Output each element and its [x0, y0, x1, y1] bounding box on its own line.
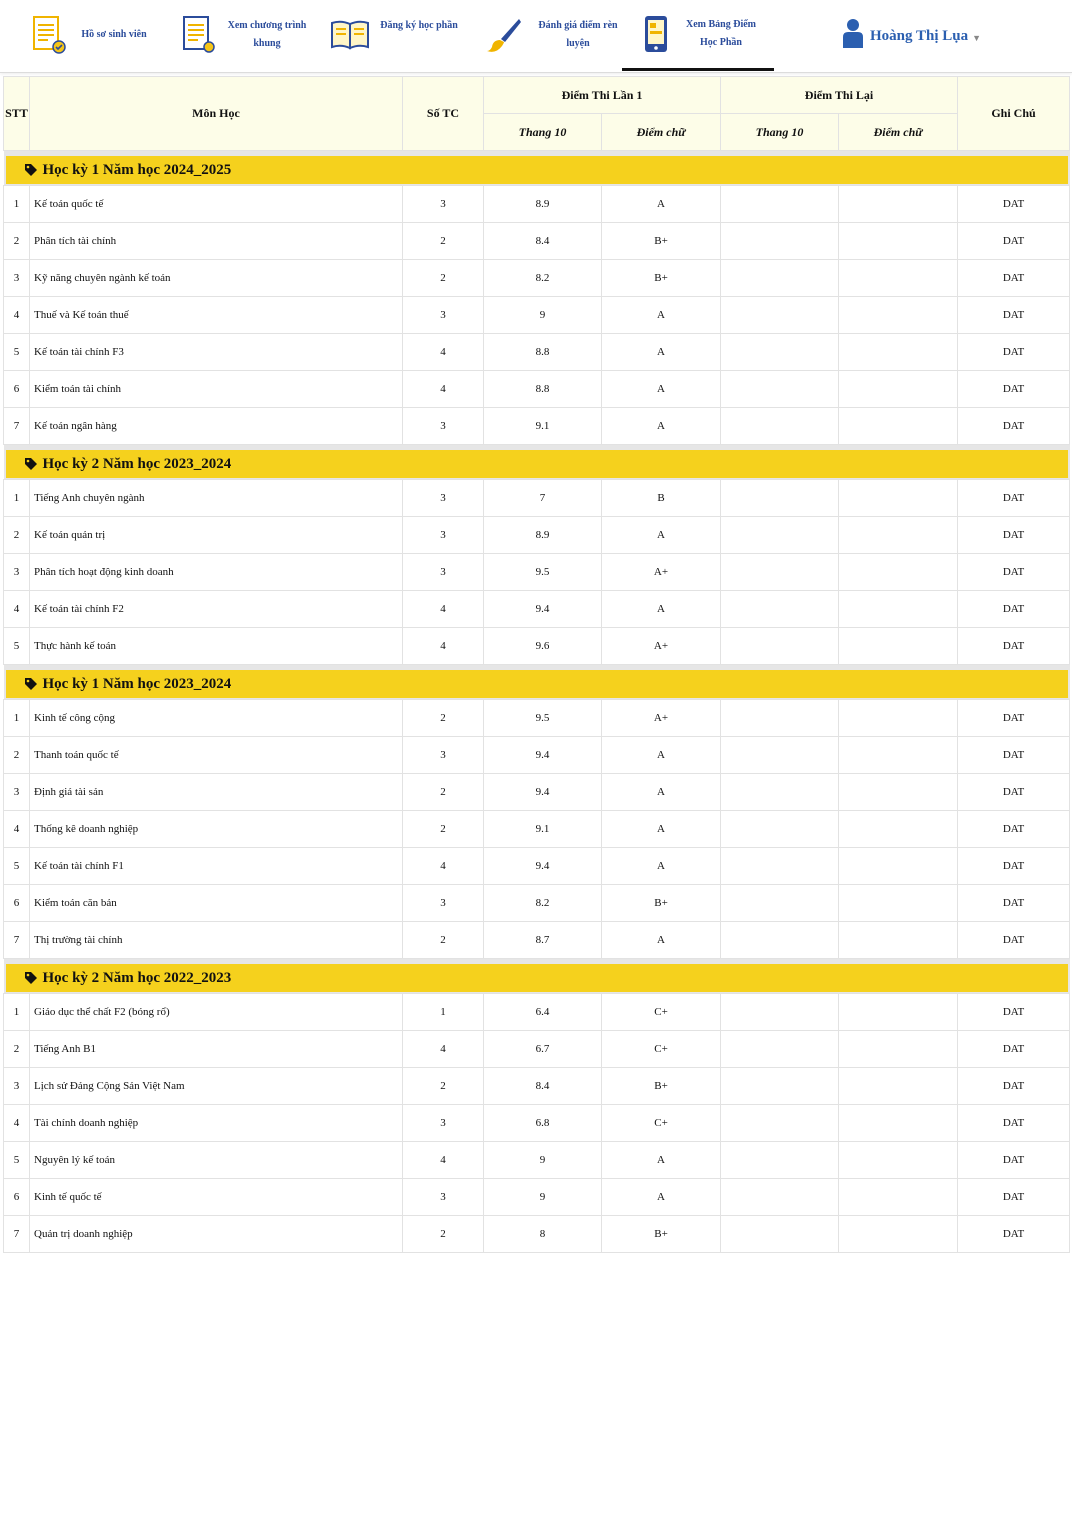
cell-exam1-score: 9 — [484, 1142, 602, 1179]
cell-retake-letter — [839, 408, 958, 445]
cell-exam1-score: 8.9 — [484, 186, 602, 223]
table-row — [4, 408, 1070, 445]
cell-retake-score — [721, 297, 839, 334]
cell-note: DAT — [958, 811, 1070, 848]
cell-subject: Kế toán quốc tế — [30, 186, 403, 223]
cell-subject: Kiểm toán tài chính — [30, 371, 403, 408]
cell-note: DAT — [958, 1031, 1070, 1068]
cell-stt: 6 — [4, 885, 30, 922]
cell-retake-letter — [839, 591, 958, 628]
cell-credits: 4 — [403, 1142, 484, 1179]
cell-credits: 3 — [403, 517, 484, 554]
semester-title: Học kỳ 1 Năm học 2024_2025 — [42, 161, 232, 178]
cell-exam1-score: 8 — [484, 1216, 602, 1253]
cell-note: DAT — [958, 1142, 1070, 1179]
cell-retake-score — [721, 186, 839, 223]
semester-header — [4, 449, 1070, 480]
cell-stt: 3 — [4, 1068, 30, 1105]
cell-exam1-letter: A — [602, 371, 721, 408]
cell-subject: Lịch sử Đảng Cộng Sản Việt Nam — [30, 1068, 403, 1105]
cell-retake-score — [721, 408, 839, 445]
cell-retake-score — [721, 517, 839, 554]
cell-credits: 3 — [403, 408, 484, 445]
cell-exam1-score: 8.8 — [484, 371, 602, 408]
cell-exam1-score: 6.7 — [484, 1031, 602, 1068]
paintbrush-icon — [482, 13, 526, 57]
cell-note: DAT — [958, 1105, 1070, 1142]
cell-exam1-letter: A — [602, 811, 721, 848]
cell-exam1-score: 9 — [484, 297, 602, 334]
cell-subject: Giáo dục thể chất F2 (bóng rổ) — [30, 994, 403, 1031]
table-row — [4, 848, 1070, 885]
cell-subject: Kế toán tài chính F2 — [30, 591, 403, 628]
header-exam-1: Điểm Thi Lần 1 — [484, 77, 721, 114]
user-icon — [842, 18, 864, 55]
cell-retake-score — [721, 1216, 839, 1253]
cell-stt: 2 — [4, 737, 30, 774]
cell-exam1-score: 9.4 — [484, 591, 602, 628]
grades-table — [3, 76, 1070, 1253]
cell-exam1-letter: C+ — [602, 994, 721, 1031]
table-row — [4, 297, 1070, 334]
cell-credits: 3 — [403, 1105, 484, 1142]
cell-subject: Kế toán tài chính F1 — [30, 848, 403, 885]
cell-exam1-letter: A — [602, 848, 721, 885]
cell-subject: Thuế và Kế toán thuế — [30, 297, 403, 334]
cell-exam1-score: 9.1 — [484, 811, 602, 848]
table-row — [4, 700, 1070, 737]
header-credits: Số TC — [403, 77, 484, 151]
table-row — [4, 554, 1070, 591]
cell-credits: 4 — [403, 334, 484, 371]
cell-stt: 4 — [4, 1105, 30, 1142]
cell-stt: 2 — [4, 223, 30, 260]
tag-icon — [24, 677, 38, 691]
cell-retake-score — [721, 1142, 839, 1179]
table-row — [4, 371, 1070, 408]
cell-retake-letter — [839, 480, 958, 517]
cell-stt: 4 — [4, 811, 30, 848]
table-row — [4, 994, 1070, 1031]
cell-stt: 4 — [4, 591, 30, 628]
cell-note: DAT — [958, 700, 1070, 737]
cell-retake-score — [721, 223, 839, 260]
cell-stt: 1 — [4, 700, 30, 737]
cell-stt: 6 — [4, 1179, 30, 1216]
cell-stt: 1 — [4, 480, 30, 517]
cell-retake-letter — [839, 994, 958, 1031]
cell-retake-letter — [839, 700, 958, 737]
cell-note: DAT — [958, 737, 1070, 774]
cell-subject: Phân tích hoạt động kinh doanh — [30, 554, 403, 591]
cell-retake-score — [721, 848, 839, 885]
cell-subject: Kế toán tài chính F3 — [30, 334, 403, 371]
cell-subject: Kinh tế quốc tế — [30, 1179, 403, 1216]
semester-title: Học kỳ 2 Năm học 2022_2023 — [42, 969, 232, 986]
table-row — [4, 480, 1070, 517]
cell-retake-score — [721, 1105, 839, 1142]
cell-subject: Định giá tài sản — [30, 774, 403, 811]
open-book-icon — [328, 13, 372, 57]
cell-credits: 1 — [403, 994, 484, 1031]
cell-note: DAT — [958, 371, 1070, 408]
cell-subject: Kế toán ngân hàng — [30, 408, 403, 445]
cell-retake-score — [721, 1068, 839, 1105]
cell-subject: Quản trị doanh nghiệp — [30, 1216, 403, 1253]
cell-note: DAT — [958, 885, 1070, 922]
semester-header — [4, 155, 1070, 186]
table-row — [4, 628, 1070, 665]
cell-exam1-score: 8.2 — [484, 260, 602, 297]
cell-stt: 5 — [4, 334, 30, 371]
cell-note: DAT — [958, 334, 1070, 371]
header-note: Ghi Chú — [958, 77, 1070, 151]
cell-retake-letter — [839, 1031, 958, 1068]
tag-icon — [24, 457, 38, 471]
nav-label: Đánh giá điểm rèn luyện — [538, 20, 618, 49]
cell-exam1-letter: A+ — [602, 700, 721, 737]
semester-bar — [6, 964, 1068, 992]
cell-retake-score — [721, 700, 839, 737]
cell-exam1-letter: B+ — [602, 885, 721, 922]
table-row — [4, 260, 1070, 297]
grades-table-container — [3, 76, 1069, 1253]
cell-retake-letter — [839, 1179, 958, 1216]
table-row — [4, 223, 1070, 260]
cell-retake-score — [721, 922, 839, 959]
cell-exam1-letter: A — [602, 922, 721, 959]
cell-credits: 3 — [403, 554, 484, 591]
cell-stt: 3 — [4, 554, 30, 591]
semester-bar — [6, 156, 1068, 184]
cell-note: DAT — [958, 554, 1070, 591]
cell-exam1-letter: A — [602, 334, 721, 371]
nav-label: Xem chương trình khung — [227, 20, 307, 49]
cell-subject: Thanh toán quốc tế — [30, 737, 403, 774]
cell-exam1-score: 8.7 — [484, 922, 602, 959]
nav-conduct-evaluation[interactable] — [482, 0, 626, 70]
header-exam1-scale10: Thang 10 — [484, 114, 602, 151]
cell-retake-letter — [839, 811, 958, 848]
cell-retake-score — [721, 371, 839, 408]
cell-exam1-score: 8.4 — [484, 223, 602, 260]
cell-retake-letter — [839, 737, 958, 774]
nav-student-profile[interactable] — [26, 0, 154, 70]
semester-header-cell — [4, 963, 1070, 994]
cell-exam1-score: 6.8 — [484, 1105, 602, 1142]
header-retake: Điểm Thi Lại — [721, 77, 958, 114]
cell-credits: 4 — [403, 848, 484, 885]
cell-subject: Phân tích tài chính — [30, 223, 403, 260]
nav-course-registration[interactable] — [328, 0, 462, 70]
tag-icon — [24, 163, 38, 177]
top-navbar — [0, 0, 1072, 73]
cell-stt: 7 — [4, 922, 30, 959]
cell-exam1-score: 8.8 — [484, 334, 602, 371]
cell-subject: Tiếng Anh B1 — [30, 1031, 403, 1068]
cell-retake-score — [721, 554, 839, 591]
cell-retake-letter — [839, 371, 958, 408]
cell-note: DAT — [958, 848, 1070, 885]
cell-stt: 6 — [4, 371, 30, 408]
cell-retake-letter — [839, 1142, 958, 1179]
table-row — [4, 737, 1070, 774]
cell-subject: Tiếng Anh chuyên ngành — [30, 480, 403, 517]
cell-exam1-letter: A — [602, 408, 721, 445]
cell-credits: 2 — [403, 922, 484, 959]
cell-note: DAT — [958, 994, 1070, 1031]
cell-credits: 4 — [403, 591, 484, 628]
cell-retake-score — [721, 628, 839, 665]
cell-stt: 3 — [4, 260, 30, 297]
cell-retake-letter — [839, 1216, 958, 1253]
cell-credits: 2 — [403, 260, 484, 297]
nav-view-grades[interactable] — [622, 0, 774, 71]
mobile-phone-icon — [634, 12, 678, 56]
nav-label: Đăng ký học phần — [380, 20, 458, 31]
cell-exam1-score: 8.4 — [484, 1068, 602, 1105]
cell-credits: 3 — [403, 186, 484, 223]
cell-exam1-score: 6.4 — [484, 994, 602, 1031]
cell-retake-letter — [839, 517, 958, 554]
header-stt: STT — [4, 77, 30, 151]
cell-exam1-letter: B+ — [602, 1216, 721, 1253]
tag-icon — [24, 971, 38, 985]
cell-note: DAT — [958, 408, 1070, 445]
header-exam1-letter: Điểm chữ — [602, 114, 721, 151]
header-retake-letter: Điểm chữ — [839, 114, 958, 151]
cell-note: DAT — [958, 260, 1070, 297]
cell-credits: 4 — [403, 1031, 484, 1068]
semester-bar — [6, 450, 1068, 478]
document-check-icon — [26, 13, 70, 57]
cell-subject: Tài chính doanh nghiệp — [30, 1105, 403, 1142]
cell-exam1-letter: B — [602, 480, 721, 517]
cell-note: DAT — [958, 517, 1070, 554]
cell-retake-letter — [839, 260, 958, 297]
cell-retake-letter — [839, 885, 958, 922]
table-row — [4, 774, 1070, 811]
cell-exam1-letter: B+ — [602, 223, 721, 260]
cell-exam1-letter: A — [602, 737, 721, 774]
cell-retake-score — [721, 1031, 839, 1068]
cell-exam1-score: 9.1 — [484, 408, 602, 445]
cell-note: DAT — [958, 774, 1070, 811]
cell-retake-letter — [839, 334, 958, 371]
cell-exam1-letter: A+ — [602, 628, 721, 665]
cell-subject: Kỹ năng chuyên ngành kế toán — [30, 260, 403, 297]
cell-exam1-letter: A — [602, 774, 721, 811]
cell-retake-score — [721, 591, 839, 628]
cell-stt: 5 — [4, 1142, 30, 1179]
cell-exam1-score: 9.4 — [484, 774, 602, 811]
cell-retake-score — [721, 334, 839, 371]
cell-exam1-score: 7 — [484, 480, 602, 517]
cell-retake-score — [721, 811, 839, 848]
cell-exam1-score: 9.6 — [484, 628, 602, 665]
cell-credits: 2 — [403, 700, 484, 737]
cell-subject: Thị trường tài chính — [30, 922, 403, 959]
cell-note: DAT — [958, 1216, 1070, 1253]
cell-note: DAT — [958, 297, 1070, 334]
cell-note: DAT — [958, 591, 1070, 628]
cell-stt: 5 — [4, 628, 30, 665]
semester-header-cell — [4, 449, 1070, 480]
cell-note: DAT — [958, 223, 1070, 260]
cell-exam1-letter: A — [602, 297, 721, 334]
cell-credits: 3 — [403, 885, 484, 922]
cell-credits: 2 — [403, 774, 484, 811]
cell-exam1-letter: A — [602, 591, 721, 628]
cell-stt: 5 — [4, 848, 30, 885]
cell-stt: 1 — [4, 994, 30, 1031]
cell-exam1-score: 9.4 — [484, 737, 602, 774]
semester-bar — [6, 670, 1068, 698]
grades-body — [4, 151, 1070, 1253]
nav-label: Xem Bảng Điểm Học Phần — [686, 19, 756, 48]
cell-exam1-score: 9.5 — [484, 700, 602, 737]
semester-header-cell — [4, 155, 1070, 186]
cell-credits: 2 — [403, 1216, 484, 1253]
cell-exam1-score: 9.5 — [484, 554, 602, 591]
cell-retake-score — [721, 1179, 839, 1216]
cell-exam1-score: 9.4 — [484, 848, 602, 885]
nav-label: Hồ sơ sinh viên — [81, 29, 147, 40]
cell-retake-score — [721, 480, 839, 517]
semester-title: Học kỳ 1 Năm học 2023_2024 — [42, 675, 232, 692]
table-row — [4, 922, 1070, 959]
cell-credits: 2 — [403, 1068, 484, 1105]
cell-stt: 7 — [4, 408, 30, 445]
cell-retake-score — [721, 737, 839, 774]
cell-retake-letter — [839, 922, 958, 959]
cell-exam1-letter: A — [602, 517, 721, 554]
cell-exam1-letter: B+ — [602, 1068, 721, 1105]
semester-header — [4, 669, 1070, 700]
table-row — [4, 1068, 1070, 1105]
cell-credits: 4 — [403, 628, 484, 665]
cell-exam1-score: 8.2 — [484, 885, 602, 922]
cell-exam1-score: 8.9 — [484, 517, 602, 554]
cell-stt: 3 — [4, 774, 30, 811]
cell-retake-score — [721, 260, 839, 297]
cell-exam1-letter: C+ — [602, 1031, 721, 1068]
cell-note: DAT — [958, 628, 1070, 665]
cell-subject: Thống kê doanh nghiệp — [30, 811, 403, 848]
cell-credits: 3 — [403, 480, 484, 517]
table-row — [4, 1142, 1070, 1179]
table-row — [4, 811, 1070, 848]
cell-retake-letter — [839, 223, 958, 260]
cell-credits: 4 — [403, 371, 484, 408]
cell-retake-letter — [839, 774, 958, 811]
cell-subject: Kiểm toán căn bản — [30, 885, 403, 922]
cell-exam1-score: 9 — [484, 1179, 602, 1216]
cell-retake-letter — [839, 1105, 958, 1142]
user-menu[interactable] — [842, 18, 981, 54]
semester-header — [4, 963, 1070, 994]
cell-stt: 4 — [4, 297, 30, 334]
table-row — [4, 1031, 1070, 1068]
cell-credits: 3 — [403, 1179, 484, 1216]
cell-retake-score — [721, 885, 839, 922]
table-row — [4, 1216, 1070, 1253]
cell-retake-letter — [839, 297, 958, 334]
cell-note: DAT — [958, 1179, 1070, 1216]
cell-retake-letter — [839, 186, 958, 223]
cell-subject: Nguyên lý kế toán — [30, 1142, 403, 1179]
cell-stt: 7 — [4, 1216, 30, 1253]
header-retake-scale10: Thang 10 — [721, 114, 839, 151]
cell-credits: 3 — [403, 737, 484, 774]
table-row — [4, 591, 1070, 628]
cell-credits: 2 — [403, 223, 484, 260]
cell-retake-letter — [839, 628, 958, 665]
cell-stt: 2 — [4, 1031, 30, 1068]
cell-retake-score — [721, 994, 839, 1031]
cell-exam1-letter: C+ — [602, 1105, 721, 1142]
user-name: Hoàng Thị Lụa — [870, 27, 969, 44]
table-row — [4, 1179, 1070, 1216]
cell-retake-letter — [839, 1068, 958, 1105]
cell-stt: 1 — [4, 186, 30, 223]
cell-subject: Kế toán quản trị — [30, 517, 403, 554]
semester-title: Học kỳ 2 Năm học 2023_2024 — [42, 455, 232, 472]
cell-subject: Kinh tế công cộng — [30, 700, 403, 737]
cell-subject: Thực hành kế toán — [30, 628, 403, 665]
cell-exam1-letter: A — [602, 1142, 721, 1179]
cell-exam1-letter: A — [602, 186, 721, 223]
cell-exam1-letter: A — [602, 1179, 721, 1216]
cell-stt: 2 — [4, 517, 30, 554]
semester-header-cell — [4, 669, 1070, 700]
header-subject: Môn Học — [30, 77, 403, 151]
cell-retake-letter — [839, 848, 958, 885]
cell-retake-score — [721, 774, 839, 811]
table-row — [4, 1105, 1070, 1142]
cell-note: DAT — [958, 186, 1070, 223]
cell-retake-letter — [839, 554, 958, 591]
table-row — [4, 517, 1070, 554]
table-row — [4, 885, 1070, 922]
cell-credits: 2 — [403, 811, 484, 848]
table-row — [4, 334, 1070, 371]
chevron-down-icon: ▼ — [972, 32, 982, 43]
document-star-icon — [176, 13, 220, 57]
cell-exam1-letter: A+ — [602, 554, 721, 591]
cell-exam1-letter: B+ — [602, 260, 721, 297]
nav-curriculum[interactable] — [176, 0, 310, 70]
cell-note: DAT — [958, 480, 1070, 517]
table-row — [4, 186, 1070, 223]
cell-note: DAT — [958, 1068, 1070, 1105]
cell-credits: 3 — [403, 297, 484, 334]
cell-note: DAT — [958, 922, 1070, 959]
